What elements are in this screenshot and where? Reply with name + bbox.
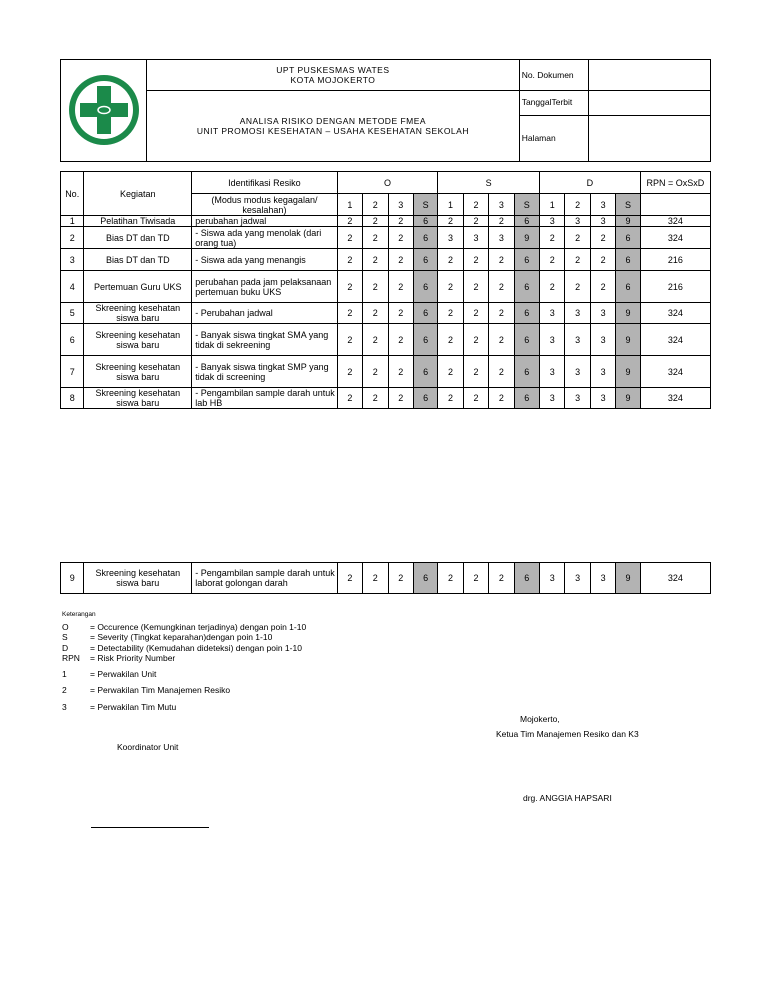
row-d-1: 3 <box>540 303 565 324</box>
keterangan <box>62 610 306 712</box>
sub-d-s: S <box>616 194 640 216</box>
row-risiko: - Perubahan jadwal <box>192 303 337 324</box>
row-no: 4 <box>61 271 84 303</box>
row-risiko: - Siswa ada yang menolak (dari orang tua) <box>192 227 337 249</box>
row-d-2: 3 <box>565 563 590 594</box>
row-o-s: 6 <box>413 388 437 409</box>
row-s-1: 2 <box>438 356 463 388</box>
row-rpn: 324 <box>640 216 710 227</box>
row-s-3: 2 <box>489 249 514 271</box>
row-d-s: 6 <box>616 249 640 271</box>
col-modus: (Modus modus kegagalan/ kesalahan) <box>192 194 337 216</box>
row-d-2: 3 <box>565 324 590 356</box>
row-d-2: 2 <box>565 227 590 249</box>
table-row <box>61 356 711 388</box>
puskesmas-logo-icon <box>66 72 142 148</box>
row-s-3: 2 <box>489 216 514 227</box>
table-row <box>61 563 711 594</box>
row-s-2: 2 <box>463 303 488 324</box>
row-d-2: 2 <box>565 249 590 271</box>
row-o-1: 2 <box>337 303 362 324</box>
row-s-3: 3 <box>489 227 514 249</box>
row-s-s: 6 <box>514 388 539 409</box>
row-rpn: 324 <box>640 563 710 594</box>
col-d: D <box>540 172 641 194</box>
note-d: D = Detectability (Kemudahan dideteksi) dengan poin 1-10 <box>62 642 302 653</box>
row-s-s: 6 <box>514 216 539 227</box>
fmea-table <box>60 171 711 409</box>
row-o-s: 6 <box>413 303 437 324</box>
row-o-1: 2 <box>337 356 362 388</box>
row-d-2: 3 <box>565 303 590 324</box>
row-no: 2 <box>61 227 84 249</box>
col-o: O <box>337 172 438 194</box>
row-o-3: 2 <box>388 271 413 303</box>
row-s-s: 6 <box>514 324 539 356</box>
row-s-2: 2 <box>463 324 488 356</box>
row-d-s: 9 <box>616 324 640 356</box>
row-o-1: 2 <box>337 271 362 303</box>
row-s-3: 2 <box>489 563 514 594</box>
table-row <box>61 249 711 271</box>
row-d-3: 2 <box>590 271 615 303</box>
row-o-2: 2 <box>363 563 388 594</box>
row-s-1: 2 <box>438 563 463 594</box>
sub-s-3: 3 <box>489 194 514 216</box>
row-d-3: 3 <box>590 216 615 227</box>
row-rpn: 324 <box>640 227 710 249</box>
meta-labels: TanggalTerbit Halaman <box>519 91 588 162</box>
row-s-2: 2 <box>463 563 488 594</box>
row-kegiatan: Bias DT dan TD <box>84 249 192 271</box>
col-rpn: RPN = OxSxD <box>640 172 710 194</box>
row-rpn: 324 <box>640 356 710 388</box>
row-s-1: 2 <box>438 324 463 356</box>
row-kegiatan: Skreening kesehatan siswa baru <box>84 563 192 594</box>
row-s-s: 6 <box>514 303 539 324</box>
row-kegiatan: Skreening kesehatan siswa baru <box>84 303 192 324</box>
row-o-2: 2 <box>363 249 388 271</box>
note-rpn: RPN = Risk Priority Number <box>62 653 176 663</box>
note-s: S = Severity (Tingkat keparahan)dengan poin 1-10 <box>62 632 273 642</box>
row-d-3: 3 <box>590 563 615 594</box>
row-s-s: 6 <box>514 271 539 303</box>
row-no: 3 <box>61 249 84 271</box>
row-s-2: 2 <box>463 356 488 388</box>
fmea-rows <box>61 216 711 409</box>
row-no: 1 <box>61 216 84 227</box>
row-d-s: 9 <box>616 388 640 409</box>
col-s: S <box>438 172 540 194</box>
row-s-s: 6 <box>514 563 539 594</box>
signature-name: drg. ANGGIA HAPSARI <box>523 793 612 803</box>
signature-place: Mojokerto, <box>520 714 560 724</box>
row-d-3: 2 <box>590 249 615 271</box>
row-kegiatan: Pertemuan Guru UKS <box>84 271 192 303</box>
row-kegiatan: Pelatihan Tiwisada <box>84 216 192 227</box>
row-o-2: 2 <box>363 324 388 356</box>
sub-d-1: 1 <box>540 194 565 216</box>
row-risiko: perubahan pada jam pelaksanaan pertemuan buku UKS <box>192 271 337 303</box>
row-s-3: 2 <box>489 356 514 388</box>
table-row <box>61 271 711 303</box>
sub-s-s: S <box>514 194 539 216</box>
row-o-1: 2 <box>337 563 362 594</box>
table-row <box>61 388 711 409</box>
table-row <box>61 303 711 324</box>
row-o-3: 2 <box>388 356 413 388</box>
row-d-s: 9 <box>616 303 640 324</box>
row-risiko: - Banyak siswa tingkat SMP yang tidak di screening <box>192 356 337 388</box>
row-o-s: 6 <box>413 324 437 356</box>
fmea-row-9 <box>61 563 711 594</box>
row-risiko: perubahan jadwal <box>192 216 337 227</box>
row-d-1: 2 <box>540 249 565 271</box>
row-o-2: 2 <box>363 356 388 388</box>
row-o-3: 2 <box>388 563 413 594</box>
row-d-2: 3 <box>565 388 590 409</box>
row-s-2: 2 <box>463 271 488 303</box>
row-s-3: 2 <box>489 271 514 303</box>
row-o-s: 6 <box>413 249 437 271</box>
row-d-3: 3 <box>590 388 615 409</box>
row-s-s: 6 <box>514 249 539 271</box>
row-no: 9 <box>61 563 84 594</box>
row-d-1: 3 <box>540 563 565 594</box>
note-2: 2 = Perwakilan Tim Manajemen Resiko <box>62 685 231 695</box>
row-d-1: 3 <box>540 216 565 227</box>
row-o-s: 6 <box>413 216 437 227</box>
row-d-1: 3 <box>540 356 565 388</box>
sub-o-1: 1 <box>337 194 362 216</box>
row-s-2: 2 <box>463 216 488 227</box>
logo-cell <box>61 60 147 162</box>
row-risiko: - Siswa ada yang menangis <box>192 249 337 271</box>
table-row <box>61 216 711 227</box>
col-identifikasi: Identifikasi Resiko <box>192 172 337 194</box>
row-kegiatan: Skreening kesehatan siswa baru <box>84 388 192 409</box>
row-d-1: 2 <box>540 227 565 249</box>
row-s-2: 2 <box>463 388 488 409</box>
row-s-2: 2 <box>463 249 488 271</box>
org-name: UPT PUSKESMAS WATES KOTA MOJOKERTO <box>147 60 520 91</box>
signature-line <box>91 827 209 828</box>
sub-o-3: 3 <box>388 194 413 216</box>
row-o-s: 6 <box>413 563 437 594</box>
no-dokumen-value <box>588 60 710 91</box>
row-o-s: 6 <box>413 271 437 303</box>
table-row <box>61 227 711 249</box>
row-o-3: 2 <box>388 303 413 324</box>
row-d-3: 3 <box>590 324 615 356</box>
sub-o-2: 2 <box>363 194 388 216</box>
sub-rpn <box>640 194 710 216</box>
no-dokumen-label: No. Dokumen <box>519 60 588 91</box>
row-o-2: 2 <box>363 227 388 249</box>
note-3: 3 = Perwakilan Tim Mutu <box>62 701 177 712</box>
row-s-1: 2 <box>438 216 463 227</box>
row-risiko: - Banyak siswa tingkat SMA yang tidak di sekreening <box>192 324 337 356</box>
row-o-1: 2 <box>337 227 362 249</box>
row-d-1: 3 <box>540 388 565 409</box>
row-no: 5 <box>61 303 84 324</box>
row-rpn: 324 <box>640 303 710 324</box>
signature-koordinator: Koordinator Unit <box>117 742 179 752</box>
row-s-1: 2 <box>438 271 463 303</box>
meta-values <box>588 91 710 162</box>
row-no: 7 <box>61 356 84 388</box>
row-kegiatan: Skreening kesehatan siswa baru <box>84 356 192 388</box>
note-1: 1 = Perwakilan Unit <box>62 668 157 679</box>
col-no: No. <box>61 172 84 216</box>
row-d-s: 6 <box>616 271 640 303</box>
row-d-3: 3 <box>590 303 615 324</box>
row-d-s: 6 <box>616 227 640 249</box>
document-header <box>60 59 711 162</box>
row-d-s: 9 <box>616 563 640 594</box>
row-s-1: 3 <box>438 227 463 249</box>
note-o: O = Occurence (Kemungkinan terjadinya) dengan poin 1-10 <box>62 621 307 632</box>
row-d-1: 2 <box>540 271 565 303</box>
row-d-3: 3 <box>590 356 615 388</box>
row-o-3: 2 <box>388 227 413 249</box>
row-rpn: 216 <box>640 271 710 303</box>
row-o-2: 2 <box>363 271 388 303</box>
row-o-3: 2 <box>388 249 413 271</box>
col-kegiatan: Kegiatan <box>84 172 192 216</box>
row-risiko: - Pengambilan sample darah untuk lab HB <box>192 388 337 409</box>
row-rpn: 216 <box>640 249 710 271</box>
row-s-1: 2 <box>438 303 463 324</box>
row-d-s: 9 <box>616 356 640 388</box>
row-kegiatan: Bias DT dan TD <box>84 227 192 249</box>
row-o-1: 2 <box>337 324 362 356</box>
row-o-2: 2 <box>363 216 388 227</box>
row-o-s: 6 <box>413 227 437 249</box>
row-d-2: 3 <box>565 356 590 388</box>
row-s-1: 2 <box>438 388 463 409</box>
row-s-1: 2 <box>438 249 463 271</box>
row-risiko: - Pengambilan sample darah untuk laborat golongan darah <box>192 563 337 594</box>
row-o-3: 2 <box>388 324 413 356</box>
row-o-1: 2 <box>337 216 362 227</box>
row-d-2: 3 <box>565 216 590 227</box>
table-row <box>61 324 711 356</box>
sub-o-s: S <box>413 194 437 216</box>
row-o-s: 6 <box>413 356 437 388</box>
signature-ketua: Ketua Tim Manajemen Resiko dan K3 <box>496 729 639 739</box>
fmea-table-continued <box>60 562 711 594</box>
row-no: 8 <box>61 388 84 409</box>
row-o-3: 2 <box>388 216 413 227</box>
sub-s-2: 2 <box>463 194 488 216</box>
row-o-2: 2 <box>363 303 388 324</box>
row-rpn: 324 <box>640 324 710 356</box>
row-d-1: 3 <box>540 324 565 356</box>
row-rpn: 324 <box>640 388 710 409</box>
row-kegiatan: Skreening kesehatan siswa baru <box>84 324 192 356</box>
row-o-2: 2 <box>363 388 388 409</box>
row-d-s: 9 <box>616 216 640 227</box>
row-s-s: 6 <box>514 356 539 388</box>
row-d-2: 2 <box>565 271 590 303</box>
row-o-3: 2 <box>388 388 413 409</box>
sub-s-1: 1 <box>438 194 463 216</box>
keterangan-title: Keterangan <box>62 611 96 618</box>
row-o-1: 2 <box>337 249 362 271</box>
row-s-3: 2 <box>489 324 514 356</box>
row-s-s: 9 <box>514 227 539 249</box>
row-o-1: 2 <box>337 388 362 409</box>
row-no: 6 <box>61 324 84 356</box>
document-title: ANALISA RISIKO DENGAN METODE FMEA UNIT PROMOSI KESEHATAN – USAHA KESEHATAN SEKOLAH <box>147 91 520 162</box>
row-s-3: 2 <box>489 388 514 409</box>
row-s-3: 2 <box>489 303 514 324</box>
sub-d-2: 2 <box>565 194 590 216</box>
sub-d-3: 3 <box>590 194 615 216</box>
row-s-2: 3 <box>463 227 488 249</box>
row-d-3: 2 <box>590 227 615 249</box>
